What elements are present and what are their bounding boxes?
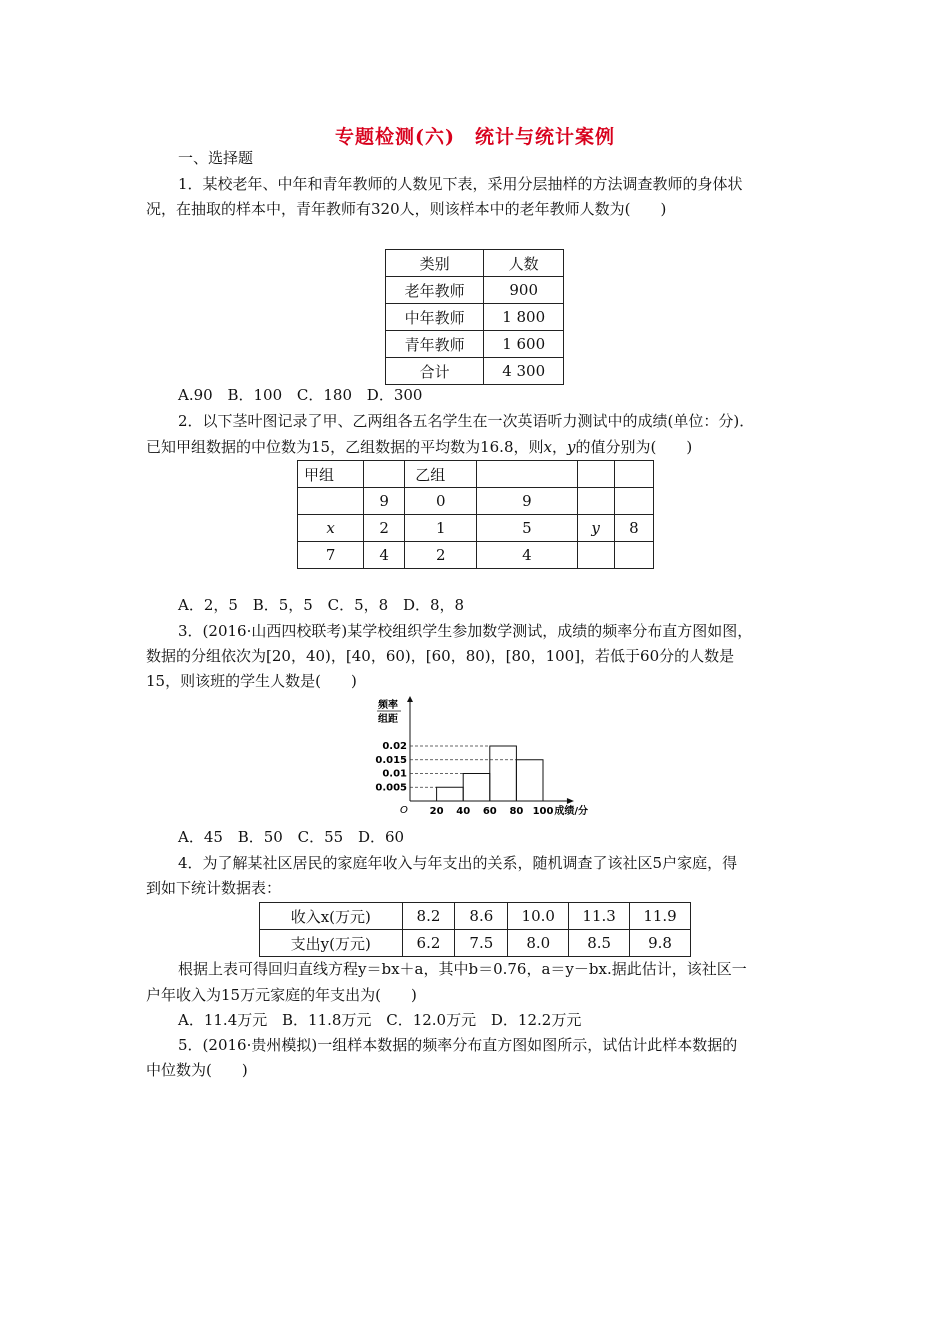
q1-choices <box>178 385 422 405</box>
q2-text-line1: 2．以下茎叶图记录了甲、乙两组各五名学生在一次英语听力测试中的成绩(单位：分)． <box>178 412 755 430</box>
choice-b: B．100 <box>227 386 283 404</box>
histogram-bar <box>463 774 490 802</box>
table-header <box>364 461 405 488</box>
table-cell: 8.5 <box>569 930 630 957</box>
q3-text-line1: 3．(2016·山西四校联考)某学校组织学生参加数学测试，成绩的频率分布直方图如图， <box>178 622 753 640</box>
table-cell: 5 <box>477 515 577 542</box>
table-header: 人数 <box>484 250 564 277</box>
page-title: 专题检测(六) 统计与统计案例 <box>335 126 615 148</box>
q3-text-line2: 数据的分组依次为[20，40)，[40，60)，[60，80)，[80，100]，若低于60分的人数是 <box>146 647 735 665</box>
choice-b: B．50 <box>237 828 283 846</box>
q4-text-line4: 户年收入为15万元家庭的年支出为( ) <box>146 986 417 1004</box>
choice-d: D．12.2万元 <box>490 1011 582 1029</box>
table-cell: 老年教师 <box>386 277 484 304</box>
choice-a: A．11.4万元 <box>178 1011 268 1029</box>
origin-label: O <box>400 805 408 816</box>
table-cell: 7 <box>298 542 364 569</box>
histogram-bar <box>516 760 543 801</box>
q1-teacher-table <box>385 249 564 385</box>
x-axis-label: 成绩/分 <box>554 806 588 817</box>
table-cell: 合计 <box>386 358 484 385</box>
table-cell: 8.2 <box>402 903 455 930</box>
y-axis-arrow <box>407 696 413 702</box>
table-cell: 11.3 <box>569 903 630 930</box>
x-axis-arrow <box>567 798 574 804</box>
table-cell: 2 <box>405 542 477 569</box>
table-header <box>614 461 653 488</box>
table-cell <box>577 488 614 515</box>
table-cell: 支出y(万元) <box>260 930 403 957</box>
choice-c: C．12.0万元 <box>386 1011 477 1029</box>
table-cell: 8.0 <box>508 930 569 957</box>
table-header: 类别 <box>386 250 484 277</box>
table-cell: x <box>298 515 364 542</box>
table-cell: 4 <box>364 542 405 569</box>
q3-choices <box>178 827 404 847</box>
choice-c: C．5，8 <box>327 596 389 614</box>
histogram-bar <box>490 746 517 801</box>
table-cell: 1 <box>405 515 477 542</box>
table-header: 甲组 <box>298 461 364 488</box>
q2-choices <box>178 595 464 615</box>
table-cell: 9 <box>364 488 405 515</box>
y-tick-label: 0.015 <box>375 754 407 766</box>
table-header <box>577 461 614 488</box>
choice-c: C．55 <box>297 828 344 846</box>
table-cell: 0 <box>405 488 477 515</box>
table-cell: 11.9 <box>630 903 691 930</box>
table-cell: 中年教师 <box>386 304 484 331</box>
table-cell: 9.8 <box>630 930 691 957</box>
table-cell: 收入x(万元) <box>260 903 403 930</box>
table-cell: 900 <box>484 277 564 304</box>
q4-text-line3: 根据上表可得回归直线方程y＝bx＋a，其中b＝0.76，a＝y－bx.据此估计，该社区一 <box>178 960 747 978</box>
choice-d: D．8，8 <box>402 596 465 614</box>
choice-c: C．180 <box>296 386 353 404</box>
table-cell: 1 800 <box>484 304 564 331</box>
q4-choices <box>178 1010 581 1030</box>
table-cell: 8 <box>614 515 653 542</box>
table-cell: 8.6 <box>455 903 508 930</box>
table-cell: 7.5 <box>455 930 508 957</box>
choice-d: D．60 <box>357 828 405 846</box>
q5-text-line1: 5．(2016·贵州模拟)一组样本数据的频率分布直方图如图所示，试估计此样本数据的 <box>178 1036 738 1054</box>
choice-a: A．2，5 <box>178 596 238 614</box>
choice-a: A．45 <box>178 828 223 846</box>
q1-text-line1: 1．某校老年、中年和青年教师的人数见下表，采用分层抽样的方法调查教师的身体状 <box>178 175 743 193</box>
y-label-bottom: 组距 <box>378 714 398 725</box>
y-tick-label: 0.005 <box>375 782 407 794</box>
table-cell: 4 <box>477 542 577 569</box>
table-header <box>477 461 577 488</box>
table-cell: y <box>577 515 614 542</box>
q3-text-line3: 15，则该班的学生人数是( ) <box>146 672 357 690</box>
q4-text-line1: 4．为了解某社区居民的家庭年收入与年支出的关系，随机调查了该社区5户家庭，得 <box>178 854 738 872</box>
x-tick-label: 100 <box>532 806 554 817</box>
y-tick-label: 0.02 <box>382 741 407 752</box>
x-tick-label: 20 <box>429 806 444 817</box>
section-heading: 一、选择题 <box>178 149 254 167</box>
choice-a: A.90 <box>178 386 213 404</box>
x-tick-label: 80 <box>509 806 524 817</box>
y-tick-label: 0.01 <box>382 768 407 780</box>
x-tick-label: 60 <box>482 806 497 817</box>
q4-income-expense-table <box>259 902 691 957</box>
table-cell: 10.0 <box>508 903 569 930</box>
q2-stem-leaf-table <box>297 460 654 569</box>
table-cell <box>614 542 653 569</box>
x-tick-label: 40 <box>456 806 471 817</box>
table-cell: 4 300 <box>484 358 564 385</box>
table-cell: 9 <box>477 488 577 515</box>
histogram-bar <box>437 787 464 801</box>
q5-text-line2: 中位数为( ) <box>146 1061 248 1079</box>
q4-text-line2: 到如下统计数据表： <box>146 879 282 897</box>
table-cell <box>577 542 614 569</box>
choice-b: B．11.8万元 <box>282 1011 372 1029</box>
choice-b: B．5，5 <box>252 596 313 614</box>
table-cell: 2 <box>364 515 405 542</box>
table-header: 乙组 <box>405 461 477 488</box>
table-cell: 青年教师 <box>386 331 484 358</box>
table-cell: 1 600 <box>484 331 564 358</box>
q2-text-line2: 已知甲组数据的中位数为15，乙组数据的平均数为16.8，则x，y的值分别为( ) <box>146 438 693 456</box>
choice-d: D．300 <box>366 386 423 404</box>
histogram-chart <box>370 696 620 826</box>
q1-text-line2: 况，在抽取的样本中，青年教师有320人，则该样本中的老年教师人数为( ) <box>146 200 667 218</box>
y-label-top: 频率 <box>378 700 398 711</box>
table-cell <box>298 488 364 515</box>
table-cell: 6.2 <box>402 930 455 957</box>
table-cell <box>614 488 653 515</box>
